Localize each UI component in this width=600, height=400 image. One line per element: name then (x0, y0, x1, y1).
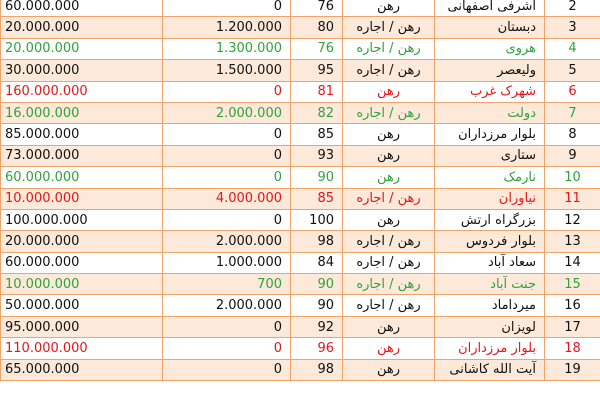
rent-cell: 0 (163, 81, 291, 102)
location-cell: بلوار فردوس (435, 231, 545, 252)
rent-cell: 0 (163, 359, 291, 380)
table-row (1, 252, 600, 273)
table-row (1, 0, 600, 17)
deposit-cell: 95.000.000 (1, 316, 163, 337)
table-row (1, 38, 600, 59)
location-cell: میرداماد (435, 295, 545, 316)
table-row (1, 145, 600, 166)
contract-type-cell: رهن (343, 209, 435, 230)
area-meter-cell: 82 (291, 102, 343, 123)
table-row (1, 60, 600, 81)
row-number-cell: 18 (545, 338, 600, 359)
location-cell: هروی (435, 38, 545, 59)
contract-type-cell: رهن / اجاره (343, 17, 435, 38)
listings-table-body (1, 0, 600, 381)
rent-cell: 0 (163, 124, 291, 145)
location-cell: دبستان (435, 17, 545, 38)
rent-cell: 1.500.000 (163, 60, 291, 81)
deposit-cell: 65.000.000 (1, 359, 163, 380)
deposit-cell: 60.000.000 (1, 252, 163, 273)
location-cell: دولت (435, 102, 545, 123)
contract-type-cell: رهن (343, 359, 435, 380)
contract-type-cell: رهن (343, 167, 435, 188)
location-cell: سعاد آباد (435, 252, 545, 273)
location-cell: اشرفی اصفهانی (435, 0, 545, 17)
area-meter-cell: 76 (291, 0, 343, 17)
location-cell: لویزان (435, 316, 545, 337)
contract-type-cell: رهن (343, 338, 435, 359)
location-cell: شهرک غرب (435, 81, 545, 102)
area-meter-cell: 85 (291, 188, 343, 209)
table-row (1, 188, 600, 209)
contract-type-cell: رهن (343, 124, 435, 145)
row-number-cell: 5 (545, 60, 600, 81)
contract-type-cell: رهن (343, 145, 435, 166)
deposit-cell: 73.000.000 (1, 145, 163, 166)
deposit-cell: 160.000.000 (1, 81, 163, 102)
table-row (1, 295, 600, 316)
area-meter-cell: 85 (291, 124, 343, 145)
location-cell: آیت الله کاشانی (435, 359, 545, 380)
contract-type-cell: رهن / اجاره (343, 188, 435, 209)
deposit-cell: 20.000.000 (1, 17, 163, 38)
area-meter-cell: 90 (291, 295, 343, 316)
area-meter-cell: 92 (291, 316, 343, 337)
deposit-cell: 50.000.000 (1, 295, 163, 316)
location-cell: بزرگراه ارتش (435, 209, 545, 230)
deposit-cell: 16.000.000 (1, 102, 163, 123)
location-cell: نیاوران (435, 188, 545, 209)
deposit-cell: 10.000.000 (1, 188, 163, 209)
location-cell: ستاری (435, 145, 545, 166)
rent-cell: 0 (163, 316, 291, 337)
contract-type-cell: رهن (343, 316, 435, 337)
rent-cell: 4.000.000 (163, 188, 291, 209)
contract-type-cell: رهن (343, 81, 435, 102)
rent-cell: 2.000.000 (163, 231, 291, 252)
table-row (1, 167, 600, 188)
deposit-cell: 85.000.000 (1, 124, 163, 145)
location-cell: نارمک (435, 167, 545, 188)
table-row (1, 274, 600, 295)
area-meter-cell: 76 (291, 38, 343, 59)
table-row (1, 17, 600, 38)
rent-cell: 0 (163, 209, 291, 230)
rent-cell: 2.000.000 (163, 102, 291, 123)
row-number-cell: 13 (545, 231, 600, 252)
row-number-cell: 9 (545, 145, 600, 166)
row-number-cell: 15 (545, 274, 600, 295)
row-number-cell: 10 (545, 167, 600, 188)
contract-type-cell: رهن / اجاره (343, 38, 435, 59)
row-number-cell: 17 (545, 316, 600, 337)
row-number-cell: 11 (545, 188, 600, 209)
area-meter-cell: 95 (291, 60, 343, 81)
area-meter-cell: 90 (291, 167, 343, 188)
table-row (1, 338, 600, 359)
area-meter-cell: 98 (291, 359, 343, 380)
area-meter-cell: 80 (291, 17, 343, 38)
contract-type-cell: رهن / اجاره (343, 252, 435, 273)
rent-cell: 0 (163, 0, 291, 17)
rent-cell: 0 (163, 145, 291, 166)
deposit-cell: 30.000.000 (1, 60, 163, 81)
location-cell: جنت آباد (435, 274, 545, 295)
deposit-cell: 10.000.000 (1, 274, 163, 295)
deposit-cell: 60.000.000 (1, 167, 163, 188)
contract-type-cell: رهن / اجاره (343, 231, 435, 252)
row-number-cell: 3 (545, 17, 600, 38)
contract-type-cell: رهن / اجاره (343, 102, 435, 123)
contract-type-cell: رهن / اجاره (343, 60, 435, 81)
table-row (1, 102, 600, 123)
table-row (1, 209, 600, 230)
row-number-cell: 2 (545, 0, 600, 17)
table-row (1, 316, 600, 337)
row-number-cell: 12 (545, 209, 600, 230)
table-row (1, 124, 600, 145)
row-number-cell: 6 (545, 81, 600, 102)
contract-type-cell: رهن (343, 0, 435, 17)
area-meter-cell: 93 (291, 145, 343, 166)
rent-cell: 1.300.000 (163, 38, 291, 59)
row-number-cell: 16 (545, 295, 600, 316)
rent-cell: 0 (163, 338, 291, 359)
deposit-cell: 100.000.000 (1, 209, 163, 230)
location-cell: بلوار مرزداران (435, 338, 545, 359)
area-meter-cell: 81 (291, 81, 343, 102)
location-cell: بلوار مرزداران (435, 124, 545, 145)
row-number-cell: 8 (545, 124, 600, 145)
contract-type-cell: رهن / اجاره (343, 295, 435, 316)
rent-cell: 2.000.000 (163, 295, 291, 316)
rent-cell: 1.200.000 (163, 17, 291, 38)
row-number-cell: 7 (545, 102, 600, 123)
table-row (1, 81, 600, 102)
contract-type-cell: رهن / اجاره (343, 274, 435, 295)
area-meter-cell: 98 (291, 231, 343, 252)
table-row (1, 231, 600, 252)
location-cell: ولیعصر (435, 60, 545, 81)
area-meter-cell: 96 (291, 338, 343, 359)
area-meter-cell: 84 (291, 252, 343, 273)
rent-cell: 700 (163, 274, 291, 295)
area-meter-cell: 90 (291, 274, 343, 295)
area-meter-cell: 100 (291, 209, 343, 230)
deposit-cell: 20.000.000 (1, 38, 163, 59)
deposit-cell: 60.000.000 (1, 0, 163, 17)
row-number-cell: 4 (545, 38, 600, 59)
rent-cell: 1.000.000 (163, 252, 291, 273)
rent-cell: 0 (163, 167, 291, 188)
deposit-cell: 20.000.000 (1, 231, 163, 252)
row-number-cell: 14 (545, 252, 600, 273)
table-row (1, 359, 600, 380)
deposit-cell: 110.000.000 (1, 338, 163, 359)
row-number-cell: 19 (545, 359, 600, 380)
